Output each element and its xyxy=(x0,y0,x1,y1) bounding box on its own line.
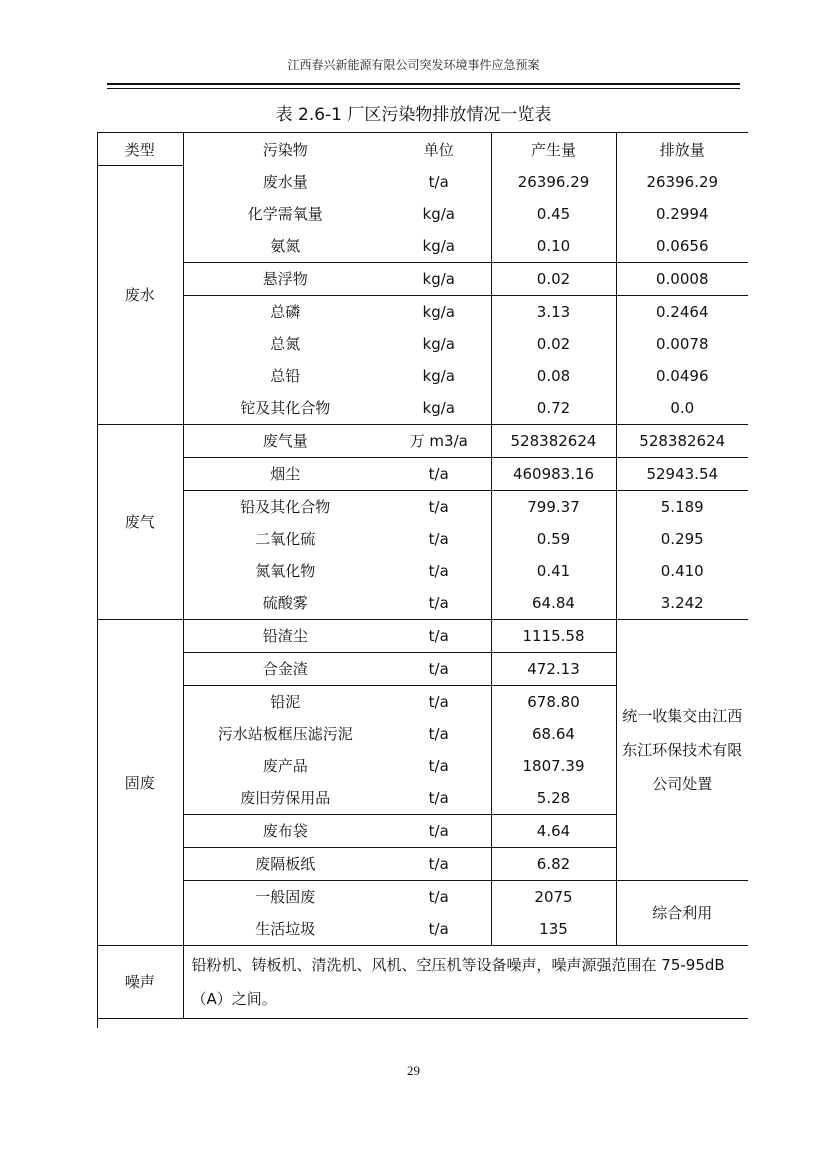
pollutant-name: 化学需氧量 xyxy=(183,198,387,230)
emitted-cell: 5.189 xyxy=(616,490,748,523)
header-rule-thin xyxy=(107,88,740,89)
table-row xyxy=(97,555,748,587)
pollutant-name: 总磷 xyxy=(183,295,387,328)
table-row xyxy=(97,360,748,392)
disposal-method-cell xyxy=(616,619,748,880)
column-header: 污染物 xyxy=(183,133,387,166)
generated-cell: 0.02 xyxy=(491,328,616,360)
document-header: 江西春兴新能源有限公司突发环境事件应急预案 xyxy=(287,58,540,72)
column-header: 单位 xyxy=(423,140,454,159)
table-row xyxy=(97,262,748,295)
unit-cell: t/a xyxy=(428,593,449,612)
generated-cell: 0.45 xyxy=(491,198,616,230)
pollutant-name: 废布袋 xyxy=(183,814,387,847)
pollutant-name: 悬浮物 xyxy=(183,262,387,295)
table-row xyxy=(97,880,748,913)
unit-cell: t/a xyxy=(387,652,491,685)
table-row xyxy=(97,198,748,230)
pollutant-name: 总铅 xyxy=(183,360,387,392)
pollutant-table xyxy=(97,132,748,1019)
emitted-cell: 0.0 xyxy=(616,392,748,425)
generated-cell: 0.10 xyxy=(491,230,616,263)
table-row xyxy=(97,328,748,360)
table-row xyxy=(97,619,748,652)
emitted-cell: 0.0008 xyxy=(616,262,748,295)
table-row xyxy=(97,490,748,523)
generated-cell: 678.80 xyxy=(491,685,616,718)
pollutant-name: 生活垃圾 xyxy=(183,913,387,946)
unit-cell: kg/a xyxy=(422,366,455,385)
table-row xyxy=(97,457,748,490)
emitted-cell: 0.2464 xyxy=(616,295,748,328)
generated-cell: 26396.29 xyxy=(491,166,616,198)
unit-cell: t/a xyxy=(428,756,449,775)
category-solid-waste: 固废 xyxy=(97,619,183,945)
table-row xyxy=(97,587,748,620)
unit-cell: 万 m3/a xyxy=(387,424,491,457)
generated-cell: 0.41 xyxy=(491,555,616,587)
category-exhaust: 废气 xyxy=(97,424,183,619)
table-row xyxy=(97,295,748,328)
emitted-cell: 0.410 xyxy=(616,555,748,587)
table-row xyxy=(97,392,748,425)
pollutant-name: 废隔板纸 xyxy=(183,847,387,880)
pollutant-name: 总氮 xyxy=(183,328,387,360)
noise-description: 铅粉机、铸板机、清洗机、风机、空压机等设备噪声，噪声源强范围在 75-95dB（A）之间。 xyxy=(183,945,748,1018)
generated-cell: 0.02 xyxy=(491,262,616,295)
emitted-cell: 3.242 xyxy=(616,587,748,620)
unit-cell: t/a xyxy=(387,619,491,652)
generated-cell: 5.28 xyxy=(491,782,616,815)
pollutant-name: 烟尘 xyxy=(183,457,387,490)
generated-cell: 0.08 xyxy=(491,360,616,392)
pollutant-name: 氨氮 xyxy=(183,230,387,263)
unit-cell: t/a xyxy=(387,880,491,913)
pollutant-name: 废气量 xyxy=(183,424,387,457)
generated-cell: 1807.39 xyxy=(491,750,616,782)
generated-cell: 472.13 xyxy=(491,652,616,685)
pollutant-name: 硫酸雾 xyxy=(183,587,387,620)
emitted-cell: 0.0656 xyxy=(616,230,748,263)
emitted-cell: 0.0496 xyxy=(616,360,748,392)
generated-cell: 3.13 xyxy=(491,295,616,328)
pollutant-name: 二氧化硫 xyxy=(183,523,387,555)
emitted-cell: 0.2994 xyxy=(616,198,748,230)
category-wastewater: 废水 xyxy=(97,166,183,425)
unit-cell: kg/a xyxy=(422,334,455,353)
table-caption: 表 2.6-1 厂区污染物排放情况一览表 xyxy=(275,105,552,125)
header-rule-thick xyxy=(107,83,740,85)
unit-cell: t/a xyxy=(428,788,449,807)
emitted-cell: 0.295 xyxy=(616,523,748,555)
table-row xyxy=(97,523,748,555)
pollutant-name: 废水量 xyxy=(183,166,387,198)
unit-cell: t/a xyxy=(428,529,449,548)
pollutant-name: 氮氧化物 xyxy=(183,555,387,587)
generated-cell: 0.59 xyxy=(491,523,616,555)
unit-cell: kg/a xyxy=(422,398,455,417)
unit-cell: t/a xyxy=(387,490,491,523)
column-header: 排放量 xyxy=(616,133,748,166)
unit-cell: kg/a xyxy=(422,204,455,223)
emitted-cell: 52943.54 xyxy=(616,457,748,490)
page-number: 29 xyxy=(407,1063,420,1078)
table-row xyxy=(97,230,748,263)
unit-cell: kg/a xyxy=(422,236,455,255)
pollutant-name: 污水站板框压滤污泥 xyxy=(183,718,387,750)
pollutant-name: 铅及其化合物 xyxy=(183,490,387,523)
emitted-cell: 0.0078 xyxy=(616,328,748,360)
unit-cell: kg/a xyxy=(387,295,491,328)
table-row xyxy=(97,166,748,198)
generated-cell: 799.37 xyxy=(491,490,616,523)
category-noise: 噪声 xyxy=(97,945,183,1018)
unit-cell: kg/a xyxy=(387,262,491,295)
pollutant-name: 合金渣 xyxy=(183,652,387,685)
pollutant-name: 废产品 xyxy=(183,750,387,782)
disposal-line: 公司处置 xyxy=(652,774,713,793)
disposal-line: 东江环保技术有限 xyxy=(622,740,743,759)
column-header: 产生量 xyxy=(491,133,616,166)
unit-cell: t/a xyxy=(387,814,491,847)
unit-cell: t/a xyxy=(387,685,491,718)
column-header: 类型 xyxy=(124,140,155,159)
generated-cell: 460983.16 xyxy=(491,457,616,490)
unit-cell: t/a xyxy=(387,847,491,880)
generated-cell: 1115.58 xyxy=(491,619,616,652)
generated-cell: 68.64 xyxy=(491,718,616,750)
table-row xyxy=(97,945,748,1018)
disposal-line: 统一收集交由江西 xyxy=(622,706,743,725)
pollutant-name: 铅泥 xyxy=(183,685,387,718)
unit-cell: t/a xyxy=(428,172,449,191)
table-row xyxy=(97,424,748,457)
unit-cell: t/a xyxy=(387,457,491,490)
unit-cell: t/a xyxy=(428,724,449,743)
pollutant-name: 废旧劳保用品 xyxy=(183,782,387,815)
unit-cell: t/a xyxy=(428,561,449,580)
emitted-cell: 528382624 xyxy=(616,424,748,457)
generated-cell: 64.84 xyxy=(491,587,616,620)
generated-cell: 6.82 xyxy=(491,847,616,880)
emitted-cell: 26396.29 xyxy=(616,166,748,198)
unit-cell: t/a xyxy=(428,919,449,938)
pollutant-name: 铊及其化合物 xyxy=(183,392,387,425)
generated-cell: 135 xyxy=(491,913,616,946)
disposal-method-cell: 综合利用 xyxy=(616,880,748,945)
generated-cell: 528382624 xyxy=(491,424,616,457)
generated-cell: 4.64 xyxy=(491,814,616,847)
generated-cell: 2075 xyxy=(491,880,616,913)
generated-cell: 0.72 xyxy=(491,392,616,425)
pollutant-name: 铅渣尘 xyxy=(183,619,387,652)
pollutant-name: 一般固废 xyxy=(183,880,387,913)
table-header-row xyxy=(97,133,748,166)
